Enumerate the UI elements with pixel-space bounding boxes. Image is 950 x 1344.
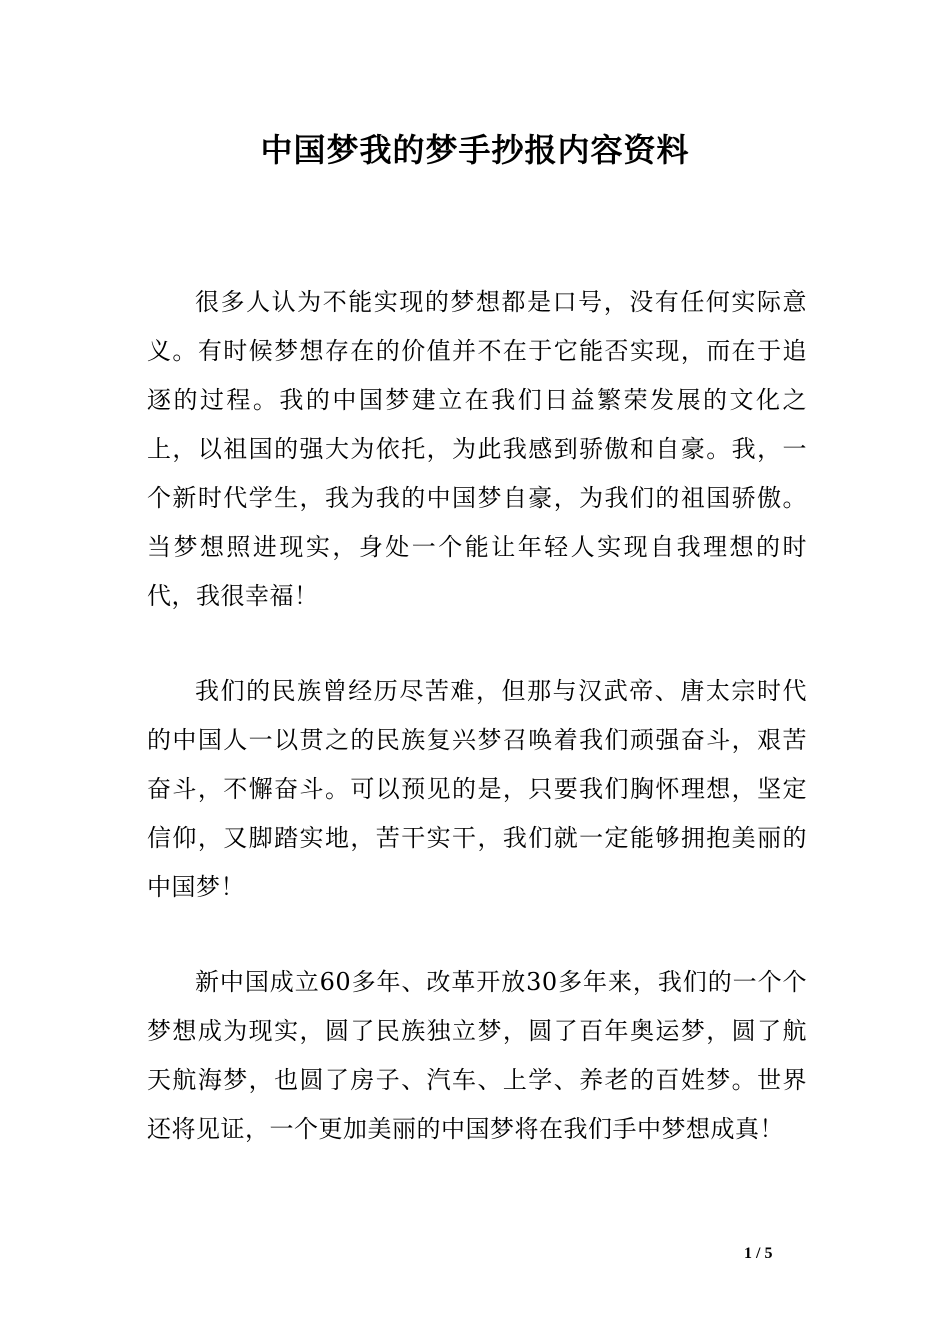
document-title: 中国梦我的梦手抄报内容资料	[260, 131, 690, 169]
paragraph-1: 很多人认为不能实现的梦想都是口号，没有任何实际意义。有时候梦想存在的价值并不在于它能否实现，而在于追逐的过程。我的中国梦建立在我们日益繁荣发展的文化之上，以祖国的强大为依托，为此我感到骄傲和自豪。我，一个新时代学生，我为我的中国梦自豪，为我们的祖国骄傲。当梦想照进现实，身处一个能让年轻人实现自我理想的时代，我很幸福！	[147, 288, 807, 610]
paragraph-2: 我们的民族曾经历尽苦难，但那与汉武帝、唐太宗时代的中国人一以贯之的民族复兴梦召唤着我们顽强奋斗，艰苦奋斗，不懈奋斗。可以预见的是，只要我们胸怀理想，坚定信仰，又脚踏实地，苦干实干，我们就一定能够拥抱美丽的中国梦！	[147, 677, 807, 901]
paragraph-3: 新中国成立60多年、改革开放30多年来，我们的一个个梦想成为现实，圆了民族独立梦，圆了百年奥运梦，圆了航天航海梦，也圆了房子、汽车、上学、养老的百姓梦。世界还将见证，一个更加美丽的中国梦将在我们手中梦想成真！	[147, 968, 807, 1143]
document-body	[147, 278, 807, 1200]
page-number: 1 / 5	[744, 1245, 773, 1262]
